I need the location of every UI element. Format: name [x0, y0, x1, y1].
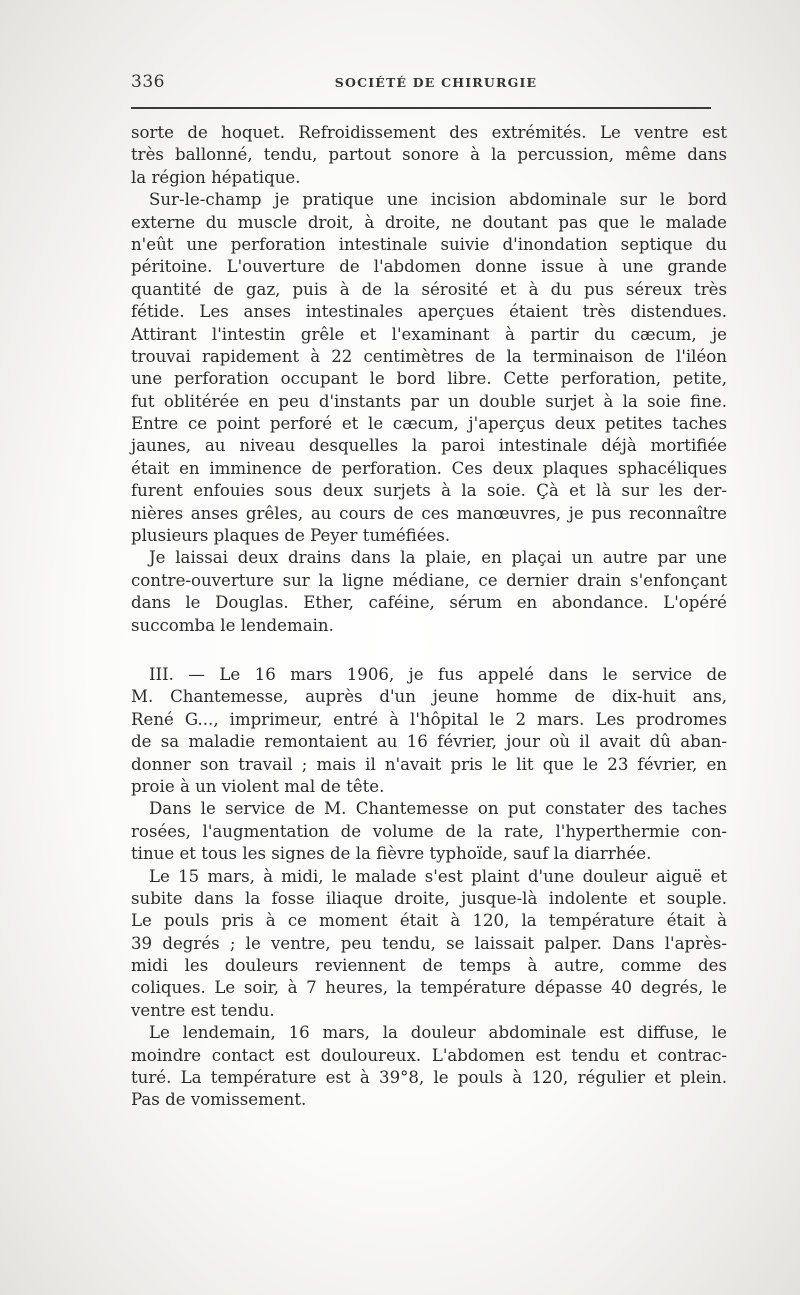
text-line: coliques. Le soir, à 7 heures, la température dépasse 40 degrés, le	[131, 978, 727, 998]
text-line: 39 degrés ; le ventre, peu tendu, se laissait palper. Dans l'après-	[131, 933, 727, 953]
text-line: donner son travail ; mais il n'avait pris le lit que le 23 février, en	[131, 754, 727, 774]
page-number: 336	[131, 72, 165, 92]
text-line: subite dans la fosse iliaque droite, jusque-là indolente et souple.	[131, 888, 727, 908]
text-line: furent enfouies sous deux surjets à la soie. Çà et là sur les der-	[131, 481, 727, 501]
text-line: de sa maladie remontaient au 16 février, jour où il avait dû aban-	[131, 732, 727, 752]
text-line: fut oblitérée en peu d'instants par un double surjet à la soie fine.	[131, 391, 727, 411]
paragraph	[131, 189, 731, 547]
text-line: tinue et tous les signes de la fièvre typhoïde, sauf la diarrhée.	[131, 844, 652, 864]
text-line: sorte de hoquet. Refroidissement des extrémités. Le ventre est	[131, 123, 727, 142]
paragraph	[131, 866, 731, 1023]
text-line: Sur-le-champ je pratique une incision abdominale sur le bord	[149, 190, 727, 210]
text-line: n'eût une perforation intestinale suivie d'inondation septique du	[131, 234, 727, 254]
text-line: péritoine. L'ouverture de l'abdomen donne issue à une grande	[131, 257, 727, 277]
header-rule	[131, 107, 711, 109]
text-line: moindre contact est douloureux. L'abdomen est tendu et contrac-	[131, 1045, 727, 1065]
text-line: Le lendemain, 16 mars, la douleur abdominale est diffuse, le	[149, 1023, 727, 1043]
text-line: turé. La température est à 39°8, le pouls à 120, régulier et plein.	[131, 1068, 727, 1088]
text-line: ventre est tendu.	[131, 1000, 275, 1020]
text-line: une perforation occupant le bord libre. Cette perforation, petite,	[131, 369, 727, 389]
text-line: nières anses grêles, au cours de ces manœuvres, je pus reconnaître	[131, 503, 727, 523]
text-line: dans le Douglas. Ether, caféine, sérum en abondance. L'opéré	[131, 593, 727, 613]
text-line: proie à un violent mal de tête.	[131, 776, 385, 796]
text-line: quantité de gaz, puis à de la sérosité et à du pus séreux très	[131, 279, 727, 299]
text-line: succomba le lendemain.	[131, 615, 334, 635]
paragraph	[131, 122, 731, 189]
paragraph	[131, 664, 731, 798]
text-line: midi les douleurs reviennent de temps à autre, comme des	[131, 956, 727, 976]
text-line: jaunes, au niveau desquelles la paroi intestinale déjà mortifiée	[131, 436, 727, 456]
text-line: Le pouls pris à ce moment était à 120, la température était à	[131, 911, 727, 931]
text-line: Entre ce point perforé et le cæcum, j'aperçus deux petites taches	[131, 414, 727, 434]
running-title: SOCIÉTÉ DE CHIRURGIE	[334, 75, 538, 90]
paragraph	[131, 547, 731, 637]
text-line: était en imminence de perforation. Ces deux plaques sphacéliques	[131, 458, 727, 478]
text-line: rosées, l'augmentation de volume de la rate, l'hyperthermie con-	[131, 821, 727, 841]
text-line: Attirant l'intestin grêle et l'examinant à partir du cæcum, je	[131, 324, 727, 344]
text-line: M. Chantemesse, auprès d'un jeune homme de dix-huit ans,	[131, 687, 727, 707]
paragraph	[131, 798, 731, 865]
text-line: trouvai rapidement à 22 centimètres de la terminaison de l'iléon	[131, 346, 727, 366]
text-line: externe du muscle droit, à droite, ne doutant pas que le malade	[131, 212, 727, 232]
text-line: très ballonné, tendu, partout sonore à la percussion, même dans	[131, 145, 727, 165]
text-line: Pas de vomissement.	[131, 1090, 307, 1110]
text-line: Dans le service de M. Chantemesse on put constater des taches	[149, 799, 727, 819]
text-line: fétide. Les anses intestinales aperçues étaient très distendues.	[131, 302, 727, 322]
body-text	[131, 122, 731, 1112]
text-line: Je laissai deux drains dans la plaie, en plaçai un autre par une	[149, 548, 727, 568]
text-line: plusieurs plaques de Peyer tuméfiées.	[131, 526, 451, 546]
page-header	[131, 72, 711, 94]
section-gap	[131, 637, 731, 664]
text-line: la région hépatique.	[131, 167, 301, 187]
text-line: contre-ouverture sur la ligne médiane, ce dernier drain s'enfonçant	[131, 570, 727, 590]
text-line: III. — Le 16 mars 1906, je fus appelé dans le service de	[149, 664, 727, 684]
text-line: René G..., imprimeur, entré à l'hôpital le 2 mars. Les prodromes	[131, 709, 727, 729]
paragraph	[131, 1022, 731, 1112]
text-line: Le 15 mars, à midi, le malade s'est plaint d'une douleur aiguë et	[149, 866, 727, 886]
